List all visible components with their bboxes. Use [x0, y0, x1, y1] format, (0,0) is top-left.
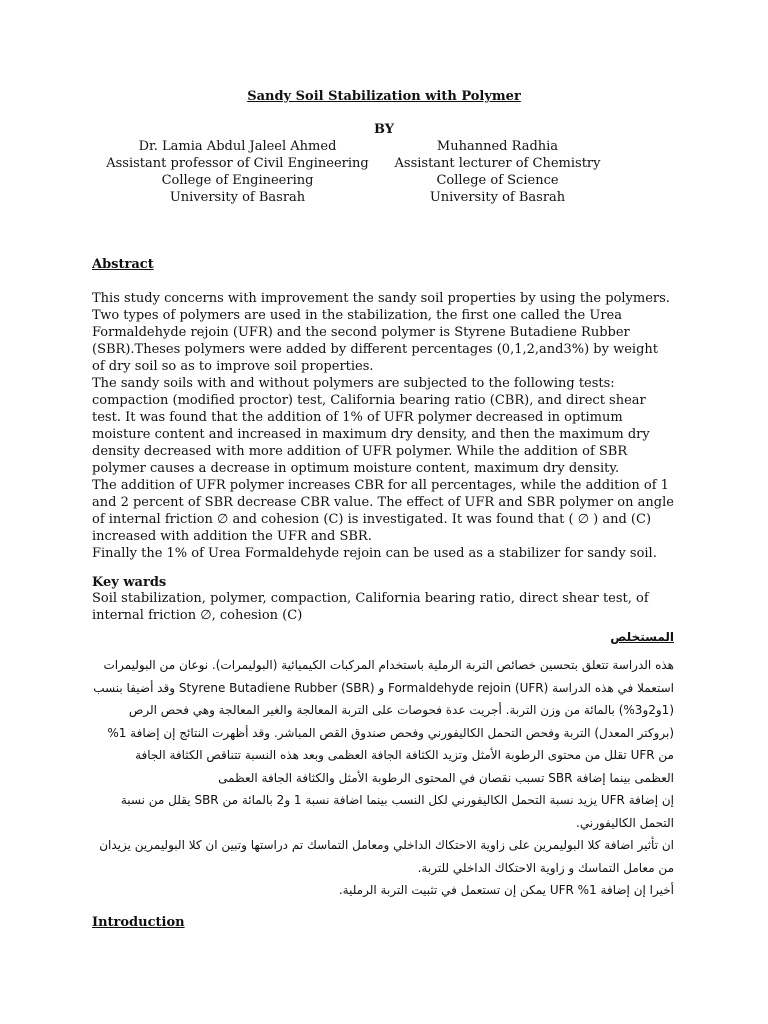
- abstract-body: [92, 290, 674, 562]
- arabic-abstract-body: [92, 654, 674, 902]
- abstract-paragraph: The sandy soils with and without polymers are subjected to the following tests: compaction (modified proctor) test, California bearing ratio (CBR), and direct shear test. It was found that the addition of 1% of UFR polymer decreased in optimum moisture content and increased in maximum dry density, and then the maximum dry density decreased with more addition of UFR polymer. While the addition of SBR polymer causes a decrease in optimum moisture content, maximum dry density.: [92, 376, 650, 476]
- keywords-heading: Key wards: [92, 575, 167, 590]
- arabic-abstract-heading: المستخلص: [610, 630, 674, 644]
- author-college: College of Science: [436, 173, 559, 188]
- arabic-paragraph: أخيرا إن إضافة 1% UFR يمكن إن تستعمل في تثبيت التربة الرملية.: [338, 883, 674, 897]
- author-name: Muhanned Radhia: [436, 139, 559, 154]
- author-university: University of Basrah: [429, 190, 566, 205]
- keywords-text: Soil stabilization, polymer, compaction, California bearing ratio, direct shear test, of internal friction ∅, cohesion (C): [92, 591, 649, 623]
- paper-title: Sandy Soil Stabilization with Polymer: [247, 89, 521, 104]
- author-university: University of Basrah: [169, 190, 306, 205]
- author-position: Assistant lecturer of Chemistry: [394, 156, 601, 171]
- by-label: BY: [373, 122, 395, 137]
- abstract-paragraph: The addition of UFR polymer increases CBR for all percentages, while the addition of 1 and 2 percent of SBR decrease CBR value. The effect of UFR and SBR polymer on angle of internal friction ∅ and cohesion (C) is investigated. It was found that ( ∅ ) and (C) increased with addition the UFR and SBR.: [92, 478, 674, 544]
- arabic-paragraph: هذه الدراسة تتعلق بتحسين خصائص التربة الرملية باستخدام المركبات الكيميائية (البوليمرات). نوعان من البوليمرات استعملا في هذه الدراسة Formaldehyde rejoin (UFR) و Styrene Butadiene Rubber (SBR) وقد أضيفا بنسب (1و2و3%) بالمائة من وزن التربة. أجريت عدة فحوصات على التربة المعالجة والغير المعالجة وهي فحص الرص (بروكتر المعدل) التربة وفحص التحمل الكاليفورني وفحص صندوق القص المباشر. وقد أظهرت النتائج إن إضافة 1% من UFR تقلل من محتوى الرطوبة الأمثل وتزيد الكثافة الجافة العظمى وبعد هذه النسبة تتناقص الكثافة الجافة العظمى بينما إضافة SBR تسبب نقصان في المحتوى الرطوبة الأمثل والكثافة الجافة العظمى: [93, 658, 674, 785]
- author-1: [100, 138, 375, 206]
- author-2: [385, 138, 610, 206]
- abstract-paragraph: Finally the 1% of Urea Formaldehyde rejoin can be used as a stabilizer for sandy soil.: [92, 546, 657, 561]
- abstract-paragraph: This study concerns with improvement the sandy soil properties by using the polymers. Two types of polymers are used in the stabilization, the first one called the Urea Formaldehyde rejoin (UFR) and the second polymer is Styrene Butadiene Rubber (SBR).Theses polymers were added by different percentages (0,1,2,and3%) by weight of dry soil so as to improve soil properties.: [92, 291, 670, 374]
- introduction-heading: Introduction: [92, 915, 185, 930]
- arabic-paragraph: ان تأثير اضافة كلا البوليمرين على زاوية الاحتكاك الداخلي ومعامل التماسك تم دراستها وتبين ان كلا البوليمرين يزيدان من معامل التماسك و زاوية الاحتكاك الداخلي للتربة.: [99, 838, 674, 875]
- author-college: College of Engineering: [161, 173, 314, 188]
- abstract-heading: Abstract: [92, 257, 154, 272]
- author-name: Dr. Lamia Abdul Jaleel Ahmed: [138, 139, 337, 154]
- arabic-paragraph: إن إضافة UFR يزيد نسبة التحمل الكاليفورني لكل النسب بينما اضافة نسبة 1 و2 بالمائة من SBR يقلل من نسبة التحمل الكاليفورني.: [120, 793, 674, 830]
- author-position: Assistant professor of Civil Engineering: [106, 156, 369, 171]
